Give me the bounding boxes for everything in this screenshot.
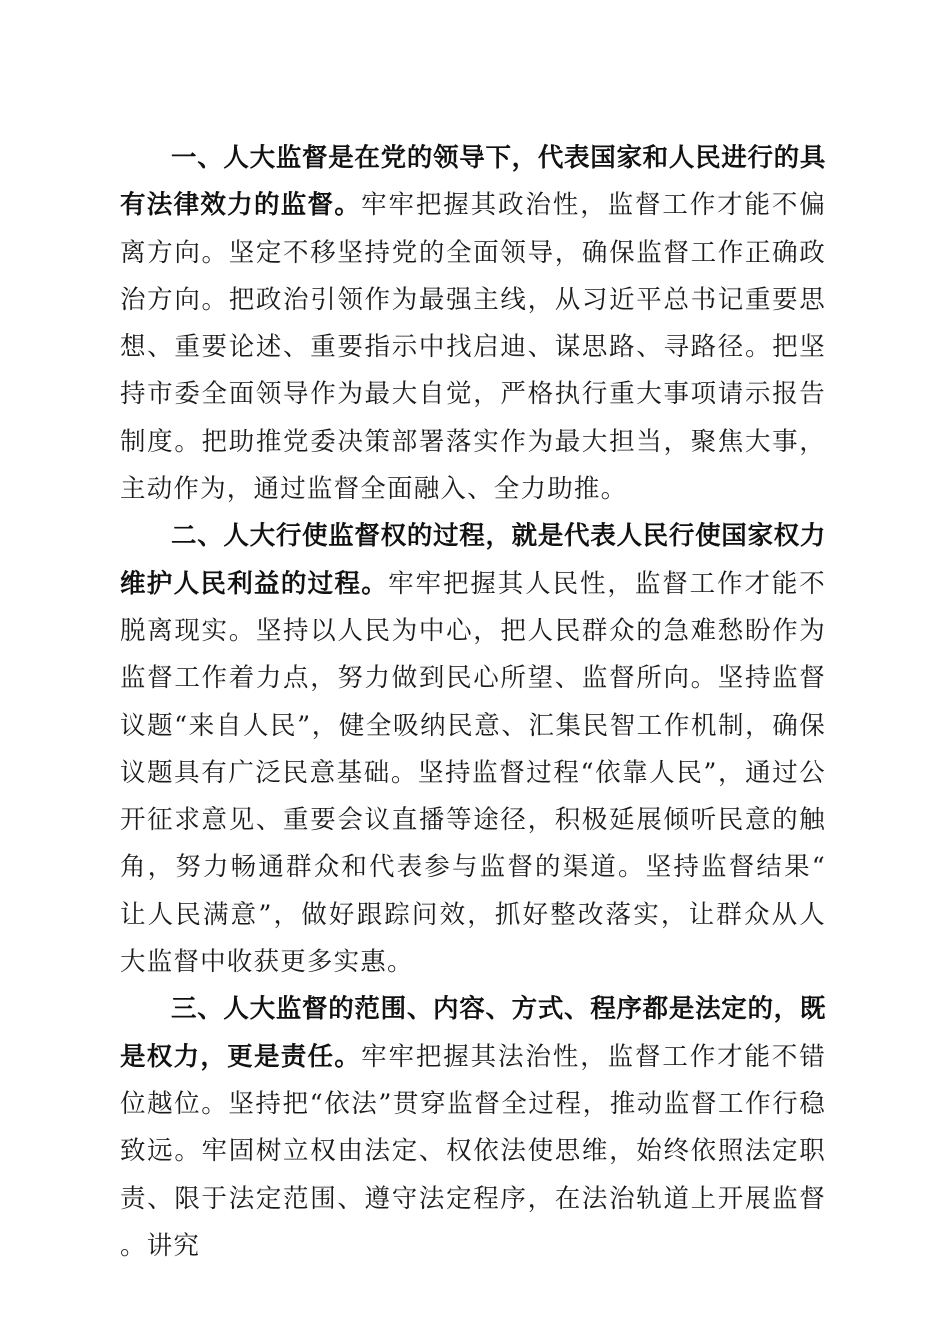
paragraph-1-text: 牢牢把握其政治性，监督工作才能不偏离方向。坚定不移坚持党的全面领导，确保监督工作正确政治方向。把政治引领作为最强主线，从习近平总书记重要思想、重要论述、重要指示中找启迪、谋思路、寻路径。把坚持市委全面领导作为最大自觉，严格执行重大事项请示报告制度。把助推党委决策部署落实作为最大担当，聚焦大事，主动作为，通过监督全面融入、全力助推。 xyxy=(120,190,826,505)
paragraph-2 xyxy=(120,513,826,986)
paragraph-3 xyxy=(120,986,826,1270)
paragraph-2-heading: 二、人大行使监督权的过程，就是代表人民行使国家权力维护人民利益的过程。 xyxy=(120,521,826,599)
paragraph-2-text: 牢牢把握其人民性，监督工作才能不脱离现实。坚持以人民为中心，把人民群众的急难愁盼作为监督工作着力点，努力做到民心所望、监督所向。坚持监督议题“来自人民”，健全吸纳民意、汇集民智工作机制，确保议题具有广泛民意基础。坚持监督过程“依靠人民”，通过公开征求意见、重要会议直播等途径，积极延展倾听民意的触角，努力畅通群众和代表参与监督的渠道。坚持监督结果“让人民满意”，做好跟踪问效，抓好整改落实，让群众从人大监督中收获更多实惠。 xyxy=(120,568,826,978)
paragraph-1 xyxy=(120,135,826,513)
paragraph-3-text: 牢牢把握其法治性，监督工作才能不错位越位。坚持把“依法”贯穿监督全过程，推动监督工作行稳致远。牢固树立权由法定、权依法使思维，始终依照法定职责、限于法定范围、遵守法定程序，在法治轨道上开展监督。讲究 xyxy=(120,1041,826,1261)
document-body xyxy=(120,135,826,1270)
paragraph-3-heading: 三、人大监督的范围、内容、方式、程序都是法定的，既是权力，更是责任。 xyxy=(120,994,826,1072)
paragraph-1-heading: 一、人大监督是在党的领导下，代表国家和人民进行的具有法律效力的监督。 xyxy=(120,143,826,221)
